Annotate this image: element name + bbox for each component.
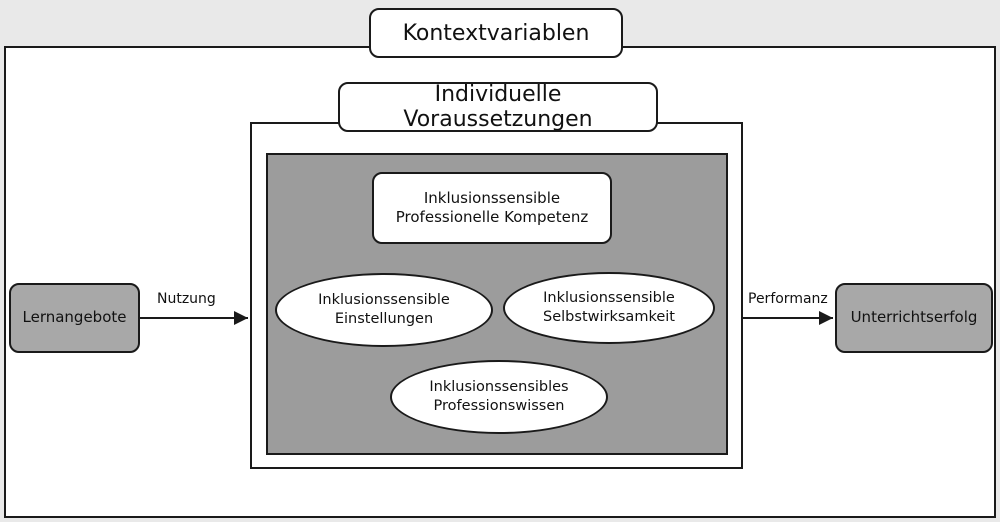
- self-efficacy-line-1: Inklusionssensible: [543, 290, 675, 307]
- use-arrow-label: Nutzung: [157, 291, 216, 307]
- context-title-text: Kontextvariablen: [402, 20, 590, 46]
- learning-offers-label: Lernangebote: [22, 308, 127, 327]
- competence-line-1: Inklusionssensible: [423, 188, 561, 207]
- attitudes-line-1: Inklusionssensible: [318, 292, 450, 309]
- knowledge-line-2: Professionswissen: [433, 398, 565, 414]
- competence-line-2: Professionelle Kompetenz: [395, 208, 589, 226]
- individual-title-text: Individuelle Voraussetzungen: [403, 82, 593, 132]
- performance-arrow-label: Performanz: [748, 291, 828, 307]
- teaching-success-label: Unterrichtserfolg: [850, 308, 978, 327]
- attitudes-line-2: Einstellungen: [334, 311, 434, 327]
- self-efficacy-line-2: Selbstwirksamkeit: [543, 309, 675, 325]
- knowledge-line-1: Inklusionssensibles: [429, 379, 569, 396]
